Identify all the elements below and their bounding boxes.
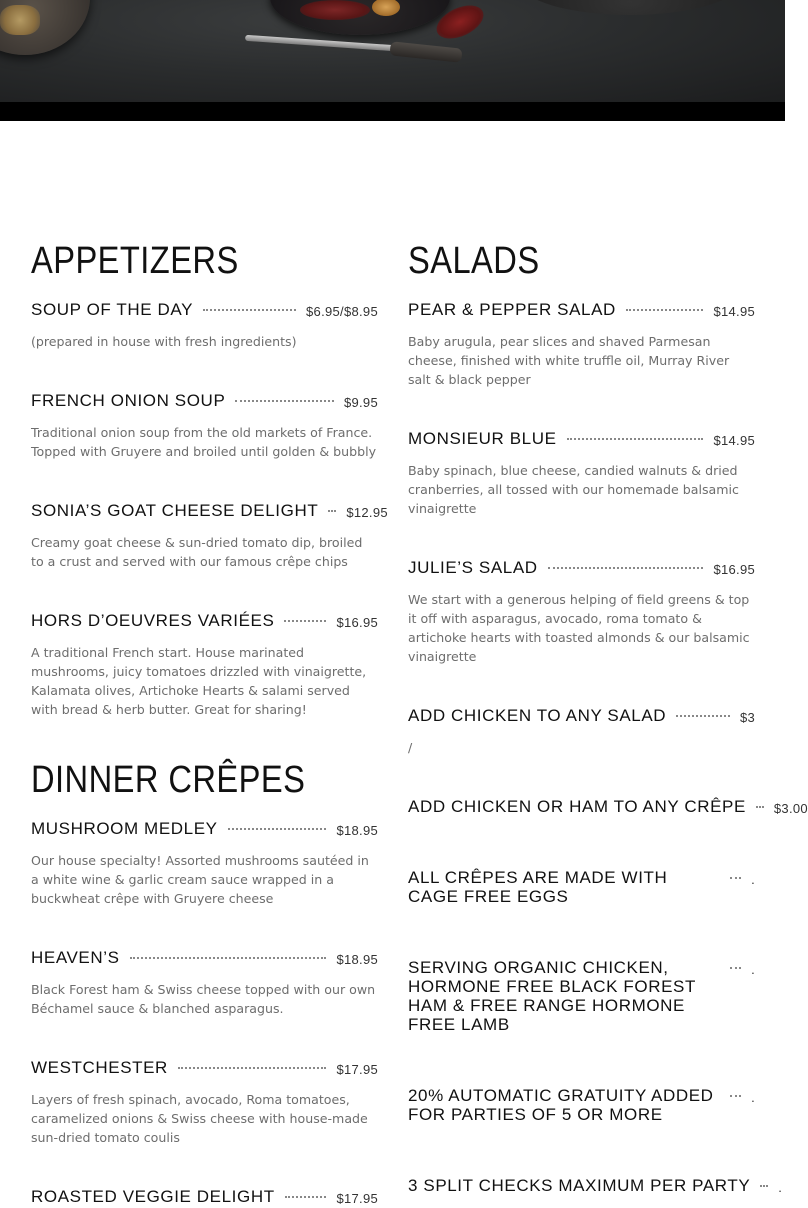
- menu-item-price: $3.00: [773, 801, 808, 816]
- menu-note-text: SERVING ORGANIC CHICKEN, HORMONE FREE BLACK FOREST HAM & FREE RANGE HORMONE FREE LAMB: [408, 958, 696, 1034]
- menu-item: [31, 300, 378, 351]
- menu-item-header: [31, 501, 388, 522]
- food-image: [0, 5, 40, 35]
- menu-item: [31, 1187, 378, 1208]
- menu-item-header: [31, 300, 378, 321]
- menu-item-description: Creamy goat cheese & sun-dried tomato dip, broiled to a crust and served with our famous crêpe chips: [31, 535, 363, 569]
- menu-item-description: We start with a generous helping of field greens & top it off with asparagus, avocado, roma tomato & artichoke hearts with toasted almonds & our balsamic vinaigrette: [408, 592, 750, 664]
- menu-item-price: $18.95: [336, 823, 378, 838]
- menu-item-price: $17.95: [336, 1062, 378, 1077]
- menu-item-header: [408, 706, 755, 727]
- menu-item-header: [408, 300, 755, 321]
- menu-item: [408, 706, 755, 757]
- menu-item-name: JULIE’S SALAD: [408, 558, 538, 577]
- menu-item: [408, 300, 755, 389]
- dotted-leader: [626, 308, 704, 311]
- menu-item-price: $9.95: [343, 395, 378, 410]
- menu-item: [408, 558, 755, 666]
- dotted-leader: [203, 308, 296, 311]
- menu-note: [408, 958, 755, 1034]
- menu-item-header: [31, 1058, 378, 1079]
- menu-note-price: .: [778, 1180, 783, 1195]
- menu-note-price: .: [751, 1090, 755, 1105]
- menu-item-description: /: [408, 740, 413, 755]
- menu-item-header: [31, 391, 378, 412]
- menu-item-header: [31, 1187, 378, 1208]
- menu-item-description: Baby spinach, blue cheese, candied walnuts & dried cranberries, all tossed with our homemade balsamic vinaigrette: [408, 463, 739, 516]
- hero-banner: [0, 0, 785, 121]
- menu-note: [408, 1176, 783, 1197]
- dotted-leader: [730, 876, 741, 879]
- menu-note-header: [408, 1086, 755, 1124]
- menu-note-header: [408, 868, 755, 906]
- menu-note-price: .: [751, 962, 755, 977]
- menu-item-header: [408, 797, 808, 818]
- menu-item-price: $14.95: [713, 304, 755, 319]
- menu-note-text: 3 SPLIT CHECKS MAXIMUM PER PARTY: [408, 1176, 751, 1195]
- menu-note-text: ALL CRÊPES ARE MADE WITH CAGE FREE EGGS: [408, 868, 668, 906]
- dotted-leader: [328, 509, 336, 512]
- menu-item-name: ROASTED VEGGIE DELIGHT: [31, 1187, 275, 1206]
- menu-item-price: $16.95: [336, 615, 378, 630]
- menu-item: [408, 429, 755, 518]
- menu-item-description: Our house specialty! Assorted mushrooms sautéed in a white wine & garlic cream sauce wrapped in a buckwheat crêpe with Gruyere cheese: [31, 853, 369, 906]
- menu-item-description: Traditional onion soup from the old markets of France. Topped with Gruyere and broiled until golden & bubbly: [31, 425, 377, 459]
- menu-item-price: $16.95: [713, 562, 755, 577]
- menu-item-price: $12.95: [346, 505, 388, 520]
- food-image: [300, 0, 370, 20]
- right-menu-column: [408, 232, 808, 1197]
- knife-image: [245, 35, 395, 51]
- menu-item-name: MUSHROOM MEDLEY: [31, 819, 218, 838]
- menu-note-price: .: [751, 872, 755, 887]
- menu-item-name: MONSIEUR BLUE: [408, 429, 557, 448]
- dotted-leader: [285, 1195, 327, 1198]
- dinner-crepes-title: DINNER CRÊPES: [31, 759, 306, 801]
- menu-item-description: Layers of fresh spinach, avocado, Roma tomatoes, caramelized onions & Swiss cheese with house-made sun-dried tomato coulis: [31, 1092, 368, 1145]
- menu-item-price: $6.95/$8.95: [306, 304, 378, 319]
- dotted-leader: [567, 437, 704, 440]
- menu-item: [31, 819, 378, 908]
- appetizers-title: APPETIZERS: [31, 240, 239, 282]
- dotted-leader: [756, 805, 764, 808]
- salads-title: SALADS: [408, 240, 540, 282]
- menu-note: [408, 1086, 755, 1124]
- menu-item: [31, 1058, 378, 1147]
- menu-item-description: Black Forest ham & Swiss cheese topped with our own Béchamel sauce & blanched asparagus.: [31, 982, 376, 1016]
- menu-item-price: $3: [739, 710, 755, 725]
- menu-item-header: [408, 558, 755, 579]
- menu-note-header: [408, 1176, 783, 1197]
- menu-item: [31, 948, 378, 1018]
- dotted-leader: [130, 956, 327, 959]
- menu-item-description: (prepared in house with fresh ingredients): [31, 334, 297, 349]
- menu-item-price: $14.95: [713, 433, 755, 448]
- menu-item: [31, 391, 378, 461]
- dotted-leader: [228, 827, 327, 830]
- dotted-leader: [730, 966, 741, 969]
- dotted-leader: [548, 566, 704, 569]
- menu-item-name: SOUP OF THE DAY: [31, 300, 194, 319]
- menu-item-name: ADD CHICKEN OR HAM TO ANY CRÊPE: [408, 797, 746, 816]
- dotted-leader: [760, 1184, 768, 1187]
- menu-item-name: WESTCHESTER: [31, 1058, 168, 1077]
- menu-item: [31, 611, 378, 719]
- menu-note-header: [408, 958, 755, 1034]
- dotted-leader: [676, 714, 730, 717]
- menu-item-price: $18.95: [336, 952, 378, 967]
- menu-item-description: A traditional French start. House marinated mushrooms, juicy tomatoes drizzled with vinaigrette, Kalamata olives, Artichoke Hearts & salami served with bread & herb butter. Great for sharing!: [31, 645, 367, 717]
- hero-food-photo: [0, 0, 785, 102]
- menu-item-price: $17.95: [336, 1191, 378, 1206]
- dotted-leader: [730, 1094, 741, 1097]
- menu-item: [408, 797, 808, 818]
- dotted-leader: [284, 619, 326, 622]
- menu-item-description: Baby arugula, pear slices and shaved Parmesan cheese, finished with white truffle oil, Murray River salt & black pepper: [408, 334, 730, 387]
- menu-item-name: HEAVEN’S: [31, 948, 120, 967]
- menu-item-name: FRENCH ONION SOUP: [31, 391, 226, 410]
- dotted-leader: [235, 399, 334, 402]
- left-menu-column: [31, 232, 388, 1208]
- knife-handle-image: [389, 41, 462, 62]
- menu-item-header: [31, 819, 378, 840]
- menu-item: [31, 501, 388, 571]
- menu-item-name: HORS D’OEUVRES VARIÉES: [31, 611, 275, 630]
- menu-item-name: SONIA’S GOAT CHEESE DELIGHT: [31, 501, 319, 520]
- menu-item-header: [31, 948, 378, 969]
- menu-note-text: 20% AUTOMATIC GRATUITY ADDED FOR PARTIES OF 5 OR MORE: [408, 1086, 714, 1124]
- menu-note: [408, 868, 755, 906]
- plate-image: [520, 0, 740, 15]
- menu-item-name: PEAR & PEPPER SALAD: [408, 300, 616, 319]
- menu-item-header: [31, 611, 378, 632]
- dotted-leader: [178, 1066, 326, 1069]
- menu-item-name: ADD CHICKEN TO ANY SALAD: [408, 706, 667, 725]
- menu-item-header: [408, 429, 755, 450]
